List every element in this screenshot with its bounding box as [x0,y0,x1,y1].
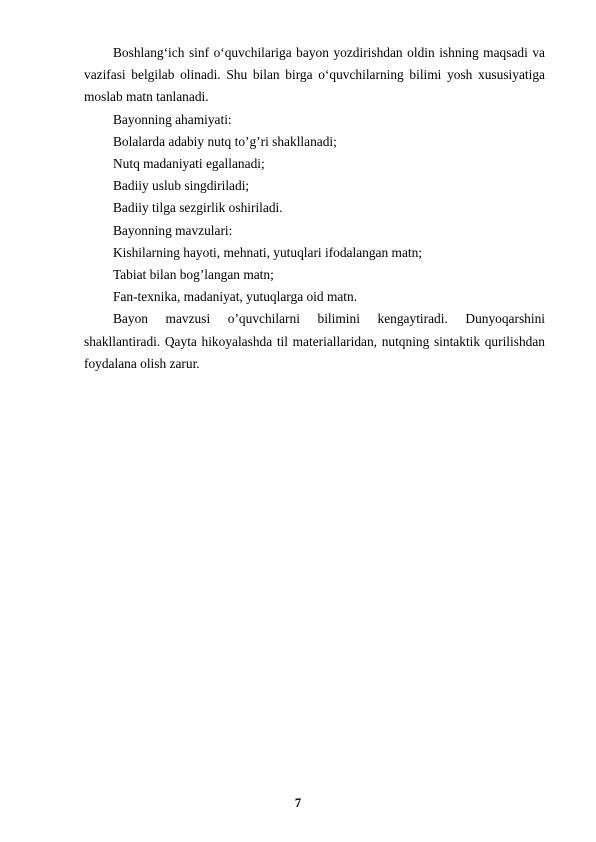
list-item-importance-3: Badiiy uslub singdiriladi; [113,178,250,194]
page-number: 7 [294,796,302,810]
list-item-topic-2: Tabiat bilan bog’langan matn; [113,267,274,283]
list-item-topic-3: Fan-texnika, madaniyat, yutuqlarga oid matn. [113,289,358,305]
list-item-topic-1: Kishilarning hayoti, mehnati, yutuqlari ifodalangan matn; [113,244,423,260]
list-item-importance-1: Bolalarda adabiy nutq to’g’ri shakllanadi; [113,133,337,149]
paragraph-conclusion: Bayon mavzusi o’quvchilarni bilimini kengaytiradi. Dunyoqarshini shakllantiradi. Qayta hikoyalashda til materiallaridan, nutqning sintaktik qurilishdan foydalana olish zarur. [84,311,545,371]
paragraph-intro: Boshlang‘ich sinf o‘quvchilariga bayon yozdirishdan oldin ishning maqsadi va vazifasi belgilab olinadi. Shu bilan birga o‘quvchilarning bilimi yosh xususiyatiga moslab matn tanlanadi. [84,45,545,105]
list-item-importance-4: Badiiy tilga sezgirlik oshiriladi. [113,200,283,216]
list-item-importance-2: Nutq madaniyati egallanadi; [113,156,265,172]
paragraph-topics-heading: Bayonning mavzulari: [113,222,233,238]
document-page [84,42,545,375]
paragraph-importance-heading: Bayonning ahamiyati: [113,111,232,127]
